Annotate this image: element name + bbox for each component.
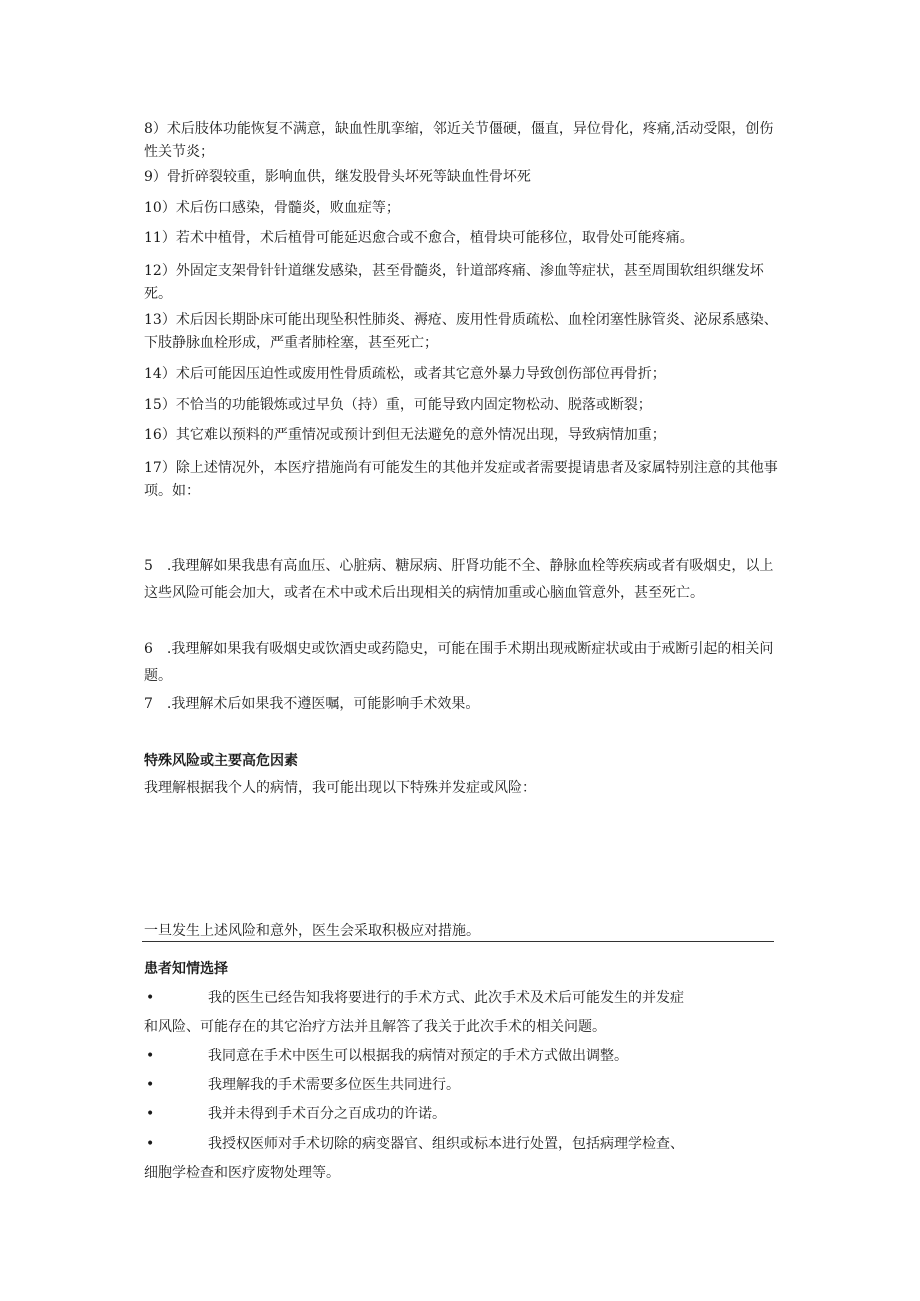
complication-item-17: 17）除上述情况外，本医疗措施尚有可能发生的其他并发症或者需要提请患者及家属特别注意的其他事项。如： xyxy=(144,460,778,499)
bullet-icon: • xyxy=(146,1048,155,1064)
complication-item-8: 8）术后肢体功能恢复不满意，缺血性肌挛缩，邻近关节僵硬，僵直，异位骨化，疼痛,活动受限，创伤性关节炎； xyxy=(144,121,774,160)
special-risk-closing: 一旦发生上述风险和意外，医生会采取积极应对措施。 xyxy=(144,923,480,939)
divider-line xyxy=(142,941,774,942)
complication-item-10: 10）术后伤口感染，骨髓炎，败血症等； xyxy=(144,200,400,216)
complication-item-16: 16）其它难以预料的严重情况或预计到但无法避免的意外情况出现，导致病情加重； xyxy=(144,427,666,443)
understanding-item-7: 7 .我理解术后如果我不遵医嘱，可能影响手术效果。 xyxy=(144,696,480,712)
complication-item-14: 14）术后可能因压迫性或废用性骨质疏松，或者其它意外暴力导致创伤部位再骨折； xyxy=(144,366,666,382)
bullet-icon: • xyxy=(146,1077,155,1093)
special-risk-heading: 特殊风险或主要高危因素 xyxy=(144,753,298,769)
informed-choice-item xyxy=(144,1133,784,1155)
informed-choice-text: 我的医生已经告知我将要进行的手术方式、此次手术及术后可能发生的并发症 xyxy=(208,990,684,1006)
understanding-item-5: 5 .我理解如果我患有高血压、心脏病、糖尿病、肝肾功能不全、静脉血栓等疾病或者有吸烟史，以上这些风险可能会加大，或者在术中或术后出现相关的病情加重或心脑血管意外，甚至死亡。 xyxy=(144,558,774,601)
informed-choice-text: 我授权医师对手术切除的病变器官、组织或标本进行处置，包括病理学检查、 xyxy=(208,1136,684,1152)
informed-choice-item xyxy=(144,1074,784,1096)
complication-item-13: 13）术后因长期卧床可能出现坠积性肺炎、褥疮、废用性骨质疏松、血栓闭塞性脉管炎、泌尿系感染、下肢静脉血栓形成，严重者肺栓塞，甚至死亡； xyxy=(144,312,778,351)
informed-choice-text: 我并未得到手术百分之百成功的许诺。 xyxy=(208,1106,446,1122)
bullet-icon: • xyxy=(146,990,155,1006)
special-risk-intro: 我理解根据我个人的病情，我可能出现以下特殊并发症或风险： xyxy=(144,780,536,796)
complication-item-9: 9）骨折碎裂较重，影响血供，继发股骨头坏死等缺血性骨坏死 xyxy=(144,169,531,185)
informed-choice-item xyxy=(144,1103,784,1125)
bullet-icon: • xyxy=(146,1136,155,1152)
understanding-item-6: 6 .我理解如果我有吸烟史或饮酒史或药隐史，可能在围手术期出现戒断症状或由于戒断引起的相关问题。 xyxy=(144,641,774,684)
bullet-icon: • xyxy=(146,1106,155,1122)
informed-choice-text: 我同意在手术中医生可以根据我的病情对预定的手术方式做出调整。 xyxy=(208,1048,628,1064)
informed-choice-item xyxy=(144,987,784,1009)
informed-choice-continuation: 和风险、可能存在的其它治疗方法并且解答了我关于此次手术的相关问题。 xyxy=(144,1019,606,1035)
complication-item-11: 11）若术中植骨，术后植骨可能延迟愈合或不愈合，植骨块可能移位，取骨处可能疼痛。 xyxy=(144,230,694,246)
informed-choice-heading: 患者知情选择 xyxy=(144,961,228,977)
complication-item-12: 12）外固定支架骨针针道继发感染，甚至骨髓炎，针道部疼痛、渗血等症状，甚至周围软组织继发坏死。 xyxy=(144,263,764,302)
informed-choice-text: 我理解我的手术需要多位医生共同进行。 xyxy=(208,1077,460,1093)
informed-choice-item xyxy=(144,1045,784,1067)
informed-choice-continuation: 细胞学检查和医疗废物处理等。 xyxy=(144,1165,340,1181)
complication-item-15: 15）不恰当的功能锻炼或过早负（持）重，可能导致内固定物松动、脱落或断裂； xyxy=(144,397,652,413)
